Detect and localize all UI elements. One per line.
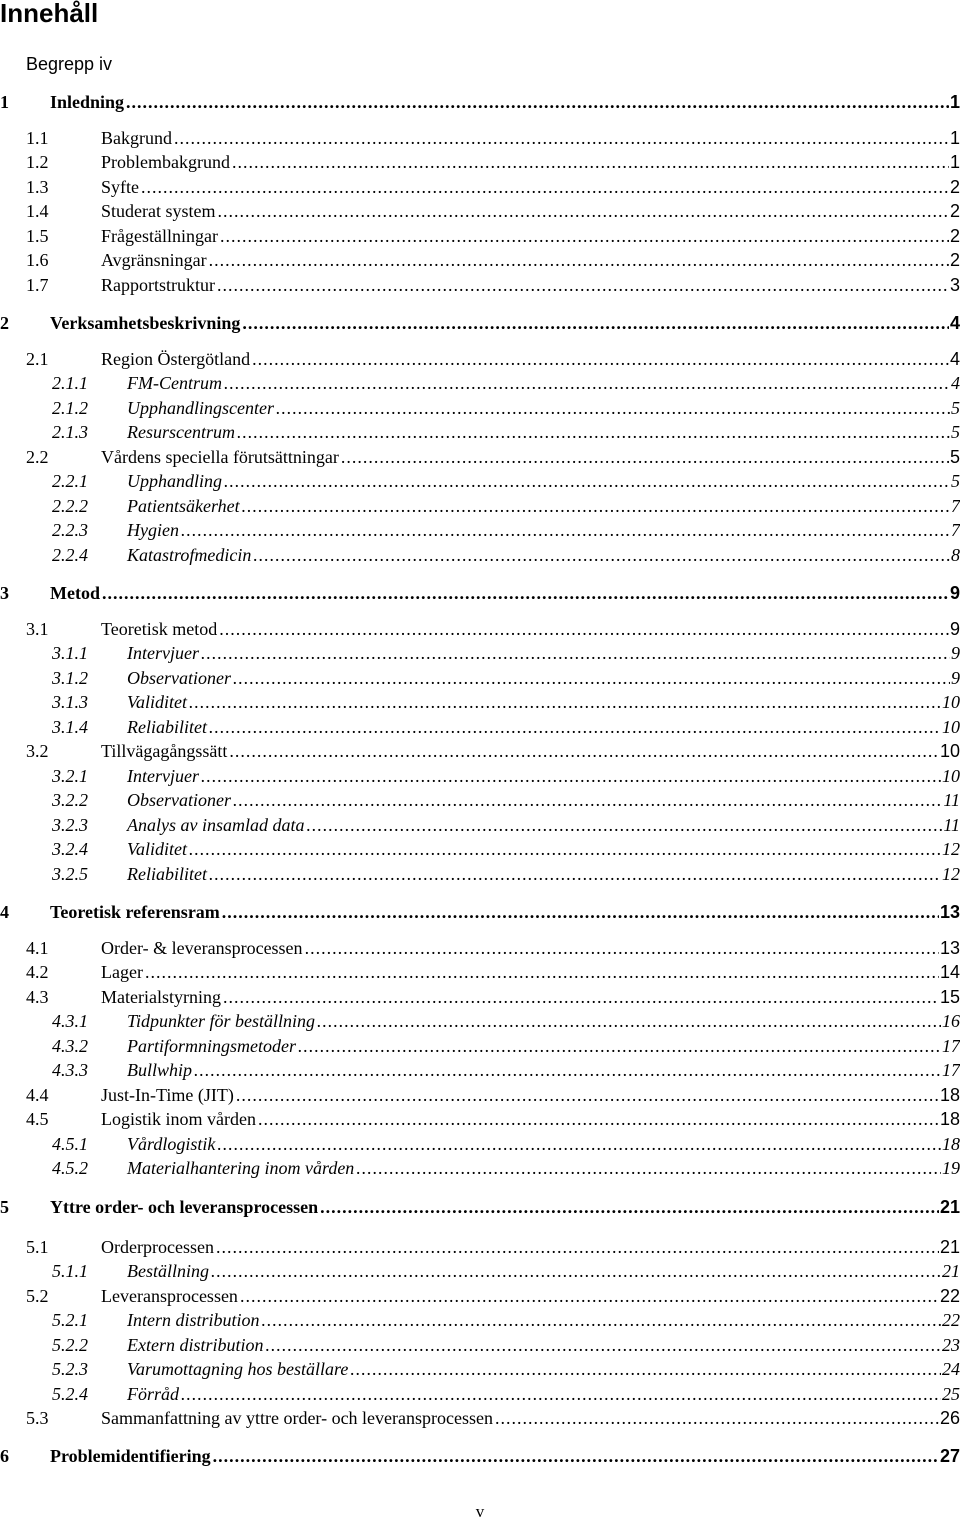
dot-leader <box>145 962 939 982</box>
toc-entry-title: Resurscentrum <box>127 422 235 442</box>
dot-leader <box>232 152 949 172</box>
toc-entry-2-2-3[interactable] <box>52 518 960 540</box>
toc-entry-page: 27 <box>939 1446 960 1466</box>
toc-entry-number: 5.3 <box>26 1408 49 1428</box>
toc-entry-3-2-5[interactable] <box>52 862 960 884</box>
toc-entry-title: Studerat system <box>101 201 216 221</box>
toc-entry-title: Syfte <box>101 177 139 197</box>
toc-entry-page: 4 <box>949 349 960 369</box>
dot-leader <box>350 1359 941 1379</box>
toc-entry-5[interactable] <box>0 1195 960 1217</box>
toc-entry-number: 4.3 <box>26 987 49 1007</box>
toc-entry-title: Patientsäkerhet <box>127 496 240 516</box>
dot-leader <box>217 1134 941 1154</box>
toc-entry-3-1-2[interactable] <box>52 666 960 688</box>
toc-entry-number: 4.3.2 <box>52 1036 88 1056</box>
page-title: Innehåll <box>0 0 99 28</box>
toc-entry-number: 5.2.4 <box>52 1384 88 1404</box>
toc-entry-1-5[interactable] <box>26 224 960 246</box>
dot-leader <box>194 1060 941 1080</box>
toc-entry-4-3-3[interactable] <box>52 1058 960 1080</box>
toc-entry-number: 4.1 <box>26 938 49 958</box>
toc-entry-title: Logistik inom vården <box>101 1109 256 1129</box>
toc-entry-title: Tidpunkter för beställning <box>127 1011 316 1031</box>
toc-entry-title: Tillvägagångssätt <box>101 741 228 761</box>
toc-entry-number: 2.2 <box>26 447 49 467</box>
toc-entry-page: 12 <box>942 839 960 859</box>
toc-entry-1-1[interactable] <box>26 126 960 148</box>
toc-entry-4-3[interactable] <box>26 985 960 1007</box>
dot-leader <box>209 864 941 884</box>
toc-entry-number: 3.2.4 <box>52 839 88 859</box>
toc-entry-4-5-1[interactable] <box>52 1132 960 1154</box>
toc-entry-page: 10 <box>942 717 960 737</box>
toc-entry-5-2-3[interactable] <box>52 1357 960 1379</box>
toc-entry-number: 2.2.3 <box>52 520 88 540</box>
toc-entry-title: Validitet <box>127 692 187 712</box>
toc-entry-number: 2.2.4 <box>52 545 88 565</box>
toc-entry-title: Teoretisk referensram <box>50 902 220 922</box>
toc-entry-2-1[interactable] <box>26 347 960 369</box>
toc-entry-number: 5.2.2 <box>52 1335 88 1355</box>
toc-entry-title: Vårdens speciella förutsättningar <box>101 447 339 467</box>
dot-leader <box>258 1109 939 1129</box>
dot-leader <box>307 815 943 835</box>
dot-leader <box>305 938 939 958</box>
toc-entry-number: 6 <box>0 1446 9 1466</box>
toc-entry-page: 4 <box>951 373 960 393</box>
toc-entry-number: 5 <box>0 1197 9 1217</box>
dot-leader <box>242 313 949 333</box>
toc-entry-title: Intern distribution <box>127 1310 260 1330</box>
toc-entry-4-5[interactable] <box>26 1107 960 1129</box>
toc-entry-page: 1 <box>949 92 960 112</box>
toc-entry-title: Orderprocessen <box>101 1237 214 1257</box>
toc-entry-2[interactable] <box>0 311 960 333</box>
toc-entry-page: 7 <box>951 496 960 516</box>
toc-entry-page: 2 <box>949 250 960 270</box>
toc-entry-2-2-2[interactable] <box>52 494 960 516</box>
toc-entry-title: Bullwhip <box>127 1060 193 1080</box>
toc-entry-page: 1 <box>949 128 960 148</box>
toc-entry-page: 5 <box>951 471 960 491</box>
toc-entry-page: 5 <box>951 422 960 442</box>
toc-entry-number: 4.2 <box>26 962 49 982</box>
toc-entry-3-1-4[interactable] <box>52 715 960 737</box>
toc-entry-number: 3.1.4 <box>52 717 88 737</box>
toc-entry-title: Just-In-Time (JIT) <box>101 1085 234 1105</box>
toc-entry-2-2[interactable] <box>26 445 960 467</box>
toc-entry-number: 5.1 <box>26 1237 49 1257</box>
toc-entry-page: 26 <box>939 1408 960 1428</box>
toc-entry-page: 14 <box>939 962 960 982</box>
toc-entry-number: 1.7 <box>26 275 49 295</box>
toc-entry-number: 4.5 <box>26 1109 49 1129</box>
toc-entry-page: 18 <box>942 1134 960 1154</box>
toc-entry-title: Analys av insamlad data <box>127 815 305 835</box>
toc-entry-title: Upphandling <box>127 471 223 491</box>
toc-entry-page: 1 <box>949 152 960 172</box>
dot-leader <box>236 1085 939 1105</box>
toc-entry-number: 3.2.3 <box>52 815 88 835</box>
toc-entry-title: Beställning <box>127 1261 209 1281</box>
dot-leader <box>181 520 950 540</box>
toc-entry-page: 22 <box>942 1310 960 1330</box>
toc-entry-page: 16 <box>942 1011 960 1031</box>
toc-entry-1-2[interactable] <box>26 150 960 172</box>
toc-entry-number: 2.1.2 <box>52 398 88 418</box>
toc-entry-number: 4.5.2 <box>52 1158 88 1178</box>
toc-entry-title: FM-Centrum <box>127 373 222 393</box>
toc-entry-4-5-2[interactable] <box>52 1156 960 1178</box>
dot-leader <box>141 177 949 197</box>
dot-leader <box>181 1384 941 1404</box>
toc-entry-number: 3.1.2 <box>52 668 88 688</box>
toc-entry-number: 5.2.1 <box>52 1310 88 1330</box>
dot-leader <box>495 1408 939 1428</box>
toc-entry-number: 3 <box>0 583 9 603</box>
toc-entry-number: 2.2.2 <box>52 496 88 516</box>
toc-entry-title: Vårdlogistik <box>127 1134 216 1154</box>
toc-entry-number: 2.1.3 <box>52 422 88 442</box>
dot-leader <box>213 1446 939 1466</box>
toc-entry-title: Varumottagning hos beställare <box>127 1359 349 1379</box>
toc-entry-4-3-2[interactable] <box>52 1034 960 1056</box>
toc-entry-page: 2 <box>949 201 960 221</box>
toc-entry-title: Leveransprocessen <box>101 1286 238 1306</box>
toc-entry-number: 3.1.1 <box>52 643 88 663</box>
toc-entry-page: 22 <box>939 1286 960 1306</box>
dot-leader <box>126 92 949 112</box>
toc-entry-3-2-1[interactable] <box>52 764 960 786</box>
dot-leader <box>298 1036 941 1056</box>
toc-entry-3[interactable] <box>0 581 960 603</box>
toc-entry-number: 3.1 <box>26 619 49 639</box>
toc-entry-title: Yttre order- och leveransprocessen <box>50 1197 319 1217</box>
toc-entry-number: 4.4 <box>26 1085 49 1105</box>
toc-entry-number: 1.2 <box>26 152 49 172</box>
toc-entry-title: Katastrofmedicin <box>127 545 252 565</box>
toc-entry-page: 3 <box>949 275 960 295</box>
toc-entry-number: 2.2.1 <box>52 471 88 491</box>
toc-entry-number: 2 <box>0 313 9 333</box>
toc-entry-number: 1.5 <box>26 226 49 246</box>
toc-entry-title: Teoretisk metod <box>101 619 218 639</box>
toc-entry-page: 13 <box>939 902 960 922</box>
toc-entry-5-2-2[interactable] <box>52 1333 960 1355</box>
toc-entry-page: 9 <box>951 668 960 688</box>
toc-entry-page: 17 <box>942 1036 960 1056</box>
toc-entry-title: Region Östergötland <box>101 349 251 369</box>
toc-entry-5-2-4[interactable] <box>52 1382 960 1404</box>
toc-entry-3-2[interactable] <box>26 739 960 761</box>
dot-leader <box>223 987 939 1007</box>
toc-entry-number: 3.2 <box>26 741 49 761</box>
toc-entry-page: 18 <box>939 1085 960 1105</box>
toc-entry-page: 10 <box>939 741 960 761</box>
toc-entry-page: 21 <box>939 1197 960 1217</box>
dot-leader <box>253 545 950 565</box>
toc-entry-number: 5.2.3 <box>52 1359 88 1379</box>
toc-entry-page: 4 <box>949 313 960 333</box>
toc-entry-number: 2.1 <box>26 349 49 369</box>
dot-leader <box>262 1310 941 1330</box>
dot-leader <box>242 496 950 516</box>
toc-entry-page: 2 <box>949 177 960 197</box>
toc-entry-5-1-1[interactable] <box>52 1259 960 1281</box>
toc-entry-number: 3.2.5 <box>52 864 88 884</box>
toc-entry-title: Partiformningsmetoder <box>127 1036 296 1056</box>
toc-entry-title: Bakgrund <box>101 128 172 148</box>
dot-leader <box>266 1335 942 1355</box>
toc-entry-4-2[interactable] <box>26 960 960 982</box>
toc-entry-2-2-1[interactable] <box>52 469 960 491</box>
toc-entry-3-1-3[interactable] <box>52 690 960 712</box>
toc-entry-number: 1.4 <box>26 201 49 221</box>
toc-entry-title: Hygien <box>127 520 179 540</box>
toc-entry-page: 10 <box>942 766 960 786</box>
dot-leader <box>209 250 949 270</box>
dot-leader <box>237 422 950 442</box>
toc-entry-3-2-4[interactable] <box>52 837 960 859</box>
dot-leader <box>219 619 949 639</box>
toc-entry-number: 1.3 <box>26 177 49 197</box>
toc-entry-page: 8 <box>951 545 960 565</box>
toc-entry-title: Lager <box>101 962 143 982</box>
toc-entry-number: 3.2.1 <box>52 766 88 786</box>
toc-entry-number: 5.2 <box>26 1286 49 1306</box>
toc-entry-page: 11 <box>943 790 960 810</box>
toc-entry-1[interactable] <box>0 90 960 112</box>
toc-entry-number: 2.1.1 <box>52 373 88 393</box>
toc-entry-title: Sammanfattning av yttre order- och leveransprocessen <box>101 1408 493 1428</box>
toc-entry-title: Upphandlingscenter <box>127 398 274 418</box>
toc-entry-5-3[interactable] <box>26 1406 960 1428</box>
dot-leader <box>320 1197 939 1217</box>
toc-entry-number: 5.1.1 <box>52 1261 88 1281</box>
toc-entry-page: 17 <box>942 1060 960 1080</box>
toc-entry-page: 18 <box>939 1109 960 1129</box>
toc-entry-page: 2 <box>949 226 960 246</box>
dot-leader <box>217 275 949 295</box>
toc-entry-title: Förråd <box>127 1384 180 1404</box>
dot-leader <box>216 1237 939 1257</box>
toc-entry-2-1-2[interactable] <box>52 396 960 418</box>
toc-entry-title: Observationer <box>127 790 231 810</box>
toc-entry-title: Intervjuer <box>127 766 199 786</box>
toc-entry-4-3-1[interactable] <box>52 1009 960 1031</box>
toc-entry-5-1[interactable] <box>26 1235 960 1257</box>
toc-entry-number: 1 <box>0 92 9 112</box>
toc-entry-page: 15 <box>939 987 960 1007</box>
toc-entry-title: Extern distribution <box>127 1335 264 1355</box>
toc-entry-6[interactable] <box>0 1444 960 1466</box>
toc-entry-page: 21 <box>942 1261 960 1281</box>
toc-entry-title: Reliabilitet <box>127 864 207 884</box>
dot-leader <box>102 583 949 603</box>
toc-entry-4[interactable] <box>0 900 960 922</box>
toc-entry-title: Inledning <box>50 92 125 112</box>
toc-entry-2-1-3[interactable] <box>52 420 960 442</box>
dot-leader <box>209 717 941 737</box>
toc-entry-number: 3.2.2 <box>52 790 88 810</box>
begrepp-entry[interactable]: Begrepp iv <box>26 54 113 74</box>
toc-entry-page: 9 <box>951 643 960 663</box>
toc-entry-number: 1.6 <box>26 250 49 270</box>
page-number-footer: v <box>475 1502 485 1521</box>
toc-entry-page: 23 <box>942 1335 960 1355</box>
toc-entry-3-1-1[interactable] <box>52 641 960 663</box>
toc-entry-page: 7 <box>951 520 960 540</box>
toc-entry-2-1-1[interactable] <box>52 371 960 393</box>
dot-leader <box>218 201 949 221</box>
toc-entry-number: 4 <box>0 902 9 922</box>
dot-leader <box>224 373 950 393</box>
dot-leader <box>189 692 941 712</box>
toc-entry-3-2-2[interactable] <box>52 788 960 810</box>
toc-entry-1-4[interactable] <box>26 199 960 221</box>
dot-leader <box>174 128 949 148</box>
toc-entry-number: 4.3.1 <box>52 1011 88 1031</box>
dot-leader <box>276 398 950 418</box>
toc-entry-title: Reliabilitet <box>127 717 207 737</box>
toc-entry-title: Avgränsningar <box>101 250 207 270</box>
toc-entry-5-2[interactable] <box>26 1284 960 1306</box>
toc-entry-title: Materialhantering inom vården <box>127 1158 355 1178</box>
toc-entry-number: 1.1 <box>26 128 49 148</box>
toc-entry-title: Materialstyrning <box>101 987 221 1007</box>
toc-entry-page: 19 <box>942 1158 960 1178</box>
toc-entry-title: Verksamhetsbeskrivning <box>50 313 241 333</box>
dot-leader <box>224 471 950 491</box>
dot-leader <box>240 1286 939 1306</box>
dot-leader <box>211 1261 941 1281</box>
toc-entry-title: Intervjuer <box>127 643 199 663</box>
toc-entry-page: 13 <box>939 938 960 958</box>
toc-entry-number: 3.1.3 <box>52 692 88 712</box>
toc-entry-1-3[interactable] <box>26 175 960 197</box>
toc-entry-title: Order- & leveransprocessen <box>101 938 303 958</box>
dot-leader <box>356 1158 941 1178</box>
toc-entry-title: Validitet <box>127 839 187 859</box>
dot-leader <box>233 668 950 688</box>
toc-entry-2-2-4[interactable] <box>52 543 960 565</box>
toc-entry-page: 5 <box>951 398 960 418</box>
dot-leader <box>222 902 939 922</box>
toc-entry-page: 5 <box>949 447 960 467</box>
toc-entry-page: 9 <box>949 619 960 639</box>
toc-entry-1-6[interactable] <box>26 248 960 270</box>
dot-leader <box>220 226 949 246</box>
toc-entry-5-2-1[interactable] <box>52 1308 960 1330</box>
toc-entry-page: 9 <box>949 583 960 603</box>
toc-entry-number: 4.5.1 <box>52 1134 88 1154</box>
toc-entry-page: 21 <box>939 1237 960 1257</box>
dot-leader <box>229 741 939 761</box>
toc-entry-title: Problemidentifiering <box>50 1446 211 1466</box>
toc-entry-page: 12 <box>942 864 960 884</box>
toc-entry-1-7[interactable] <box>26 273 960 295</box>
toc-entry-number: 4.3.3 <box>52 1060 88 1080</box>
toc-entry-title: Frågeställningar <box>101 226 218 246</box>
toc-entry-3-2-3[interactable] <box>52 813 960 835</box>
toc-entry-page: 11 <box>943 815 960 835</box>
toc-entry-title: Rapportstruktur <box>101 275 215 295</box>
toc-entry-page: 25 <box>942 1384 960 1404</box>
toc-entry-title: Problembakgrund <box>101 152 230 172</box>
dot-leader <box>317 1011 941 1031</box>
toc-entry-title: Observationer <box>127 668 231 688</box>
dot-leader <box>189 839 941 859</box>
dot-leader <box>341 447 949 467</box>
dot-leader <box>252 349 949 369</box>
toc-entry-page: 24 <box>942 1359 960 1379</box>
toc-entry-4-4[interactable] <box>26 1083 960 1105</box>
toc-entry-3-1[interactable] <box>26 617 960 639</box>
toc-entry-title: Metod <box>50 583 100 603</box>
toc-entry-4-1[interactable] <box>26 936 960 958</box>
dot-leader <box>201 643 950 663</box>
dot-leader <box>201 766 941 786</box>
toc-entry-page: 10 <box>942 692 960 712</box>
dot-leader <box>233 790 942 810</box>
